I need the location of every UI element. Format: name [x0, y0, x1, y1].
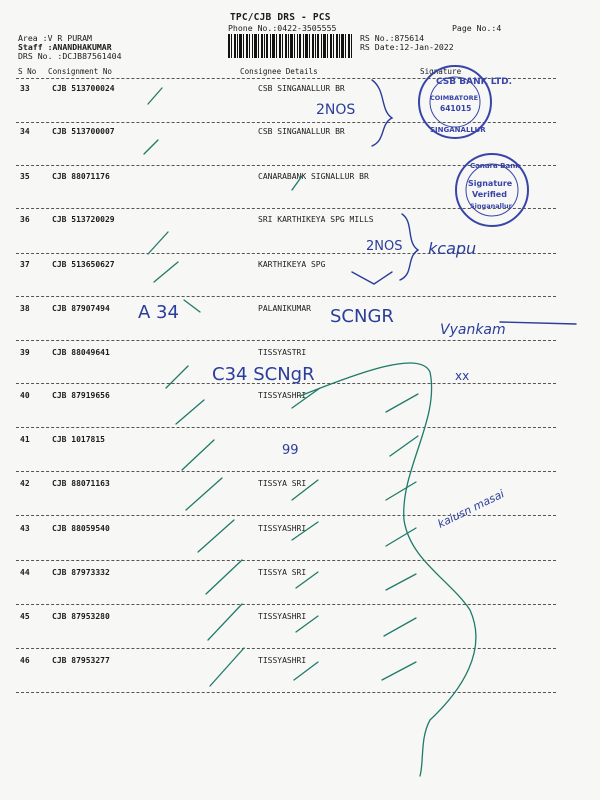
table-row: [0, 260, 600, 274]
table-row: [0, 568, 600, 582]
row-consignee: CANARABANK SIGNALLUR BR: [258, 172, 369, 181]
canara-stamp-line2: Verified: [472, 190, 507, 199]
row-sno: 39: [20, 348, 30, 357]
table-row: [0, 172, 600, 186]
csb-stamp-branch: SINGANALLUR: [430, 126, 486, 134]
row-consignee: TISSYASHRI: [258, 612, 307, 621]
row-sno: 40: [20, 391, 30, 400]
row-divider: [16, 253, 556, 254]
area-label: Area :V R PURAM: [18, 33, 92, 43]
rs-number: RS No.:875614: [360, 33, 425, 43]
row-consignment: CJB 88071163: [52, 479, 110, 488]
row-consignment: CJB 87973332: [52, 568, 110, 577]
ink-underline: [500, 322, 576, 324]
rs-date: RS Date:12-Jan-2022: [360, 42, 454, 52]
row-divider: [16, 515, 556, 516]
handwriting-c34-scngr: C34 SCNgR: [212, 364, 315, 385]
canara-stamp-title: Canara Bank: [470, 162, 520, 170]
row-consignee: TISSYASTRI: [258, 348, 307, 357]
barcode: [228, 34, 352, 58]
row-sno: 44: [20, 568, 30, 577]
row-consignment: CJB 513700024: [52, 84, 115, 93]
table-row: [0, 304, 600, 318]
row-consignment: CJB 88071176: [52, 172, 110, 181]
handwriting-kaiusnmasai: kaiusn masai: [435, 487, 507, 531]
row-consignment: CJB 87953277: [52, 656, 110, 665]
table-row: [0, 656, 600, 670]
col-signature: Signature: [420, 67, 462, 76]
handwriting-a34: A 34: [138, 302, 179, 323]
canara-stamp-branch: Singanallur: [470, 202, 512, 210]
row-divider: [16, 692, 556, 693]
csb-stamp-place: COIMBATORE: [430, 94, 479, 102]
table-row: [0, 391, 600, 405]
handwriting-xx: xx: [455, 369, 470, 383]
row-divider: [16, 427, 556, 428]
row-consignment: CJB 1017815: [52, 435, 105, 444]
row-consignee: TISSYASHRI: [258, 656, 307, 665]
document-title: TPC/CJB DRS - PCS: [230, 12, 331, 23]
row-consignee: TISSYA SRI: [258, 479, 307, 488]
table-row: [0, 524, 600, 538]
row-consignee: KARTHIKEYA SPG: [258, 260, 326, 269]
row-consignee: TISSYASHRI: [258, 524, 307, 533]
handwriting-vyankam: Vyankam: [440, 322, 506, 338]
row-sno: 41: [20, 435, 30, 444]
row-consignment: CJB 87953280: [52, 612, 110, 621]
row-divider: [16, 604, 556, 605]
row-divider: [16, 122, 556, 123]
canara-stamp-line1: Signature: [468, 179, 513, 188]
table-row: [0, 215, 600, 229]
row-divider: [16, 648, 556, 649]
handwriting-2nos-1: 2NOS: [316, 102, 356, 118]
row-consignment: CJB 513720029: [52, 215, 115, 224]
row-sno: 38: [20, 304, 30, 313]
row-sno: 46: [20, 656, 30, 665]
handwriting-scngr-1: SCNGR: [330, 306, 394, 327]
row-sno: 45: [20, 612, 30, 621]
row-consignment: CJB 513650627: [52, 260, 115, 269]
col-sno: S No: [18, 67, 37, 76]
row-divider: [16, 560, 556, 561]
csb-stamp-top: CSB BANK LTD.: [436, 77, 512, 87]
table-row: [0, 612, 600, 626]
row-divider: [16, 383, 556, 384]
row-consignee: SRI KARTHIKEYA SPG MILLS: [258, 215, 374, 224]
row-consignee: PALANIKUMAR: [258, 304, 311, 313]
row-divider: [16, 208, 556, 209]
phone-number: Phone No.:0422-3505555: [228, 23, 337, 33]
divider: [16, 78, 556, 79]
page-number: Page No.:4: [452, 23, 502, 33]
row-consignee: TISSYASHRI: [258, 391, 307, 400]
table-row: [0, 435, 600, 449]
row-consignee: CSB SINGANALLUR BR: [258, 127, 345, 136]
handwriting-kcapu: kcapu: [428, 239, 477, 258]
row-consignment: CJB 88049641: [52, 348, 110, 357]
row-divider: [16, 165, 556, 166]
row-sno: 42: [20, 479, 30, 488]
table-row: [0, 348, 600, 362]
row-consignment: CJB 87919656: [52, 391, 110, 400]
row-consignment: CJB 513700007: [52, 127, 115, 136]
row-sno: 36: [20, 215, 30, 224]
row-consignee: CSB SINGANALLUR BR: [258, 84, 345, 93]
staff-label: Staff :ANANDHAKUMAR: [18, 42, 112, 52]
table-row: [0, 84, 600, 98]
table-row: [0, 127, 600, 141]
row-divider: [16, 471, 556, 472]
row-sno: 34: [20, 127, 30, 136]
row-consignment: CJB 88059540: [52, 524, 110, 533]
handwriting-2nos-2: 2NOS: [366, 239, 403, 254]
handwriting-99: 99: [282, 443, 299, 458]
row-consignee: TISSYA SRI: [258, 568, 307, 577]
csb-stamp-pin: 641015: [440, 104, 472, 113]
row-consignment: CJB 87907494: [52, 304, 110, 313]
row-sno: 33: [20, 84, 30, 93]
row-sno: 37: [20, 260, 30, 269]
col-consignee: Consignee Details: [240, 67, 318, 76]
row-divider: [16, 340, 556, 341]
col-consignment: Consignment No: [48, 67, 113, 76]
row-divider: [16, 296, 556, 297]
row-sno: 43: [20, 524, 30, 533]
row-sno: 35: [20, 172, 30, 181]
table-row: [0, 479, 600, 493]
drs-number: DRS No. :DCJB87561404: [18, 51, 122, 61]
